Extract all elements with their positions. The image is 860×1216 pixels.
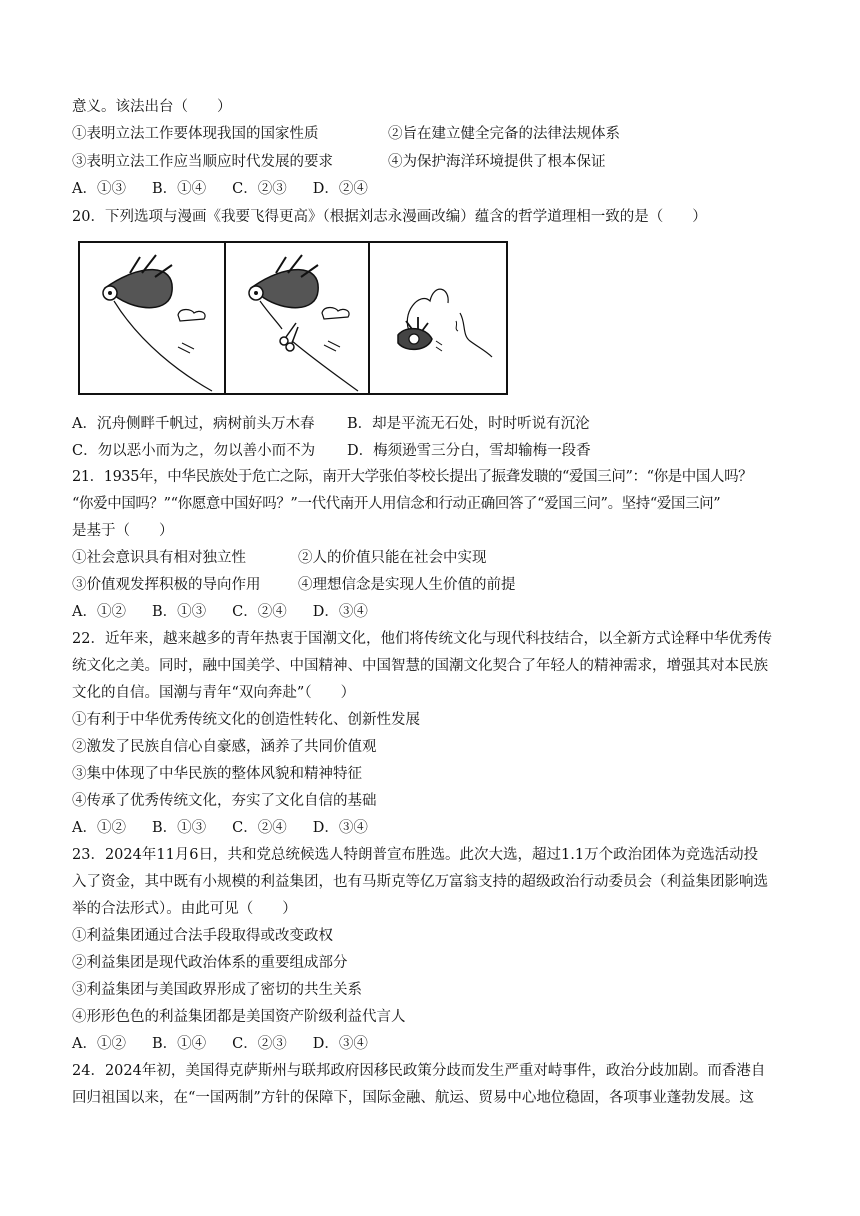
kite-flying-illustration	[80, 243, 222, 393]
q22-statement-2: ②激发了民族自信心自豪感，涵养了共同价值观	[72, 739, 377, 755]
q23-statement-3: ③利益集团与美国政界形成了密切的共生关系	[72, 982, 362, 998]
q22-options	[72, 818, 812, 838]
q19-stem-tail: 意义。该法出台（ ）	[72, 99, 232, 115]
q19-statement-3: ③表明立法工作应当顺应时代发展的要求	[72, 154, 333, 170]
q21-option-b[interactable]: B．①③	[151, 604, 207, 620]
q19-statement-4: ④为保护海洋环境提供了根本保证	[388, 154, 606, 170]
comic-panel-1	[80, 243, 224, 393]
q22-option-b[interactable]: B．①③	[151, 820, 207, 836]
q20-option-a[interactable]: A．沉舟侧畔千帆过，病树前头万木春	[72, 416, 315, 432]
q21-statement-4: ④理想信念是实现人生价值的前提	[298, 577, 516, 593]
q24-stem-line1: 24．2024年初，美国得克萨斯州与联邦政府因移民政策分歧而发生严重对峙事件，政治分歧加剧。而香港自	[72, 1063, 766, 1079]
q23-statement-1: ①利益集团通过合法手段取得或改变政权	[72, 928, 333, 944]
q21-stem-line2: “你爱中国吗？”“你愿意中国好吗？”一代代南开人用信念和行动正确回答了“爱国三问”。坚持“爱国三问”	[72, 496, 721, 512]
kite-string-cut-illustration	[226, 243, 368, 393]
q23-stem-line1: 23．2024年11月6日，共和党总统候选人特朗普宣布胜选。此次大选，超过1.1万个政治团体为竞选活动投	[72, 847, 759, 863]
q20-option-b[interactable]: B．却是平流无石处，时时听说有沉沦	[347, 416, 590, 432]
q22-stem-line1: 22．近年来，越来越多的青年热衷于国潮文化，他们将传统文化与现代科技结合，以全新方式诠释中华优秀传	[72, 631, 772, 647]
q20-option-d[interactable]: D．梅须逊雪三分白，雪却输梅一段香	[347, 443, 591, 459]
q22-stem-line3: 文化的自信。国潮与青年“双向奔赴”（ ）	[72, 685, 356, 701]
comic-panel-3	[368, 243, 506, 393]
q19-option-a[interactable]: A．①③	[72, 181, 126, 197]
q21-option-a[interactable]: A．①②	[72, 604, 126, 620]
q23-statement-2: ②利益集团是现代政治体系的重要组成部分	[72, 955, 348, 971]
q21-statement-2: ②人的价值只能在社会中实现	[298, 550, 487, 566]
q19-option-b[interactable]: B．①④	[151, 181, 207, 197]
q19-option-d[interactable]: D．②④	[312, 181, 368, 197]
q21-statement-3: ③价值观发挥积极的导向作用	[72, 577, 261, 593]
q23-option-a[interactable]: A．①②	[72, 1036, 126, 1052]
q23-statement-4: ④形形色色的利益集团都是美国资产阶级利益代言人	[72, 1009, 406, 1025]
q19-options	[72, 179, 812, 199]
q23-option-d[interactable]: D．③④	[312, 1036, 368, 1052]
q23-option-b[interactable]: B．①④	[151, 1036, 207, 1052]
q23-stem-line2: 入了资金，其中既有小规模的利益集团，也有马斯克等亿万富翁支持的超级政治行动委员会（利益集团影响选	[72, 874, 768, 890]
q20-stem: 20．下列选项与漫画《我要飞得更高》（根据刘志永漫画改编）蕴含的哲学道理相一致的是（ ）	[72, 209, 707, 225]
q19-statement-1: ①表明立法工作要体现我国的国家性质	[72, 126, 319, 142]
comic-strip	[78, 241, 508, 395]
q22-statement-4: ④传承了优秀传统文化，夯实了文化自信的基础	[72, 793, 377, 809]
q22-statement-1: ①有利于中华优秀传统文化的创造性转化、创新性发展	[72, 712, 420, 728]
comic-panel-2	[224, 243, 368, 393]
q21-option-c[interactable]: C．②④	[232, 604, 287, 620]
q23-options	[72, 1034, 812, 1054]
kite-falling-illustration	[370, 243, 506, 393]
q22-option-c[interactable]: C．②④	[232, 820, 287, 836]
q24-stem-line2: 回归祖国以来，在“一国两制”方针的保障下，国际金融、航运、贸易中心地位稳固，各项事业蓬勃发展。这	[72, 1090, 754, 1106]
q21-stem-line3: 是基于（ ）	[72, 523, 174, 539]
q19-option-c[interactable]: C．②③	[232, 181, 287, 197]
q21-option-d[interactable]: D．③④	[312, 604, 368, 620]
q21-stem-line1: 21．1935年，中华民族处于危亡之际，南开大学张伯苓校长提出了振聋发聩的“爱国三问”：“你是中国人吗？	[72, 469, 753, 485]
q21-options	[72, 602, 812, 622]
q22-option-a[interactable]: A．①②	[72, 820, 126, 836]
q22-option-d[interactable]: D．③④	[312, 820, 368, 836]
q20-option-c[interactable]: C．勿以恶小而为之，勿以善小而不为	[72, 443, 316, 459]
q22-stem-line2: 统文化之美。同时，融中国美学、中国精神、中国智慧的国潮文化契合了年轻人的精神需求，增强其对本民族	[72, 658, 768, 674]
q22-statement-3: ③集中体现了中华民族的整体风貌和精神特征	[72, 766, 362, 782]
q23-stem-line3: 举的合法形式）。由此可见（ ）	[72, 901, 297, 917]
q21-statement-1: ①社会意识具有相对独立性	[72, 550, 246, 566]
q23-option-c[interactable]: C．②③	[232, 1036, 287, 1052]
q19-statement-2: ②旨在建立健全完备的法律法规体系	[388, 126, 620, 142]
